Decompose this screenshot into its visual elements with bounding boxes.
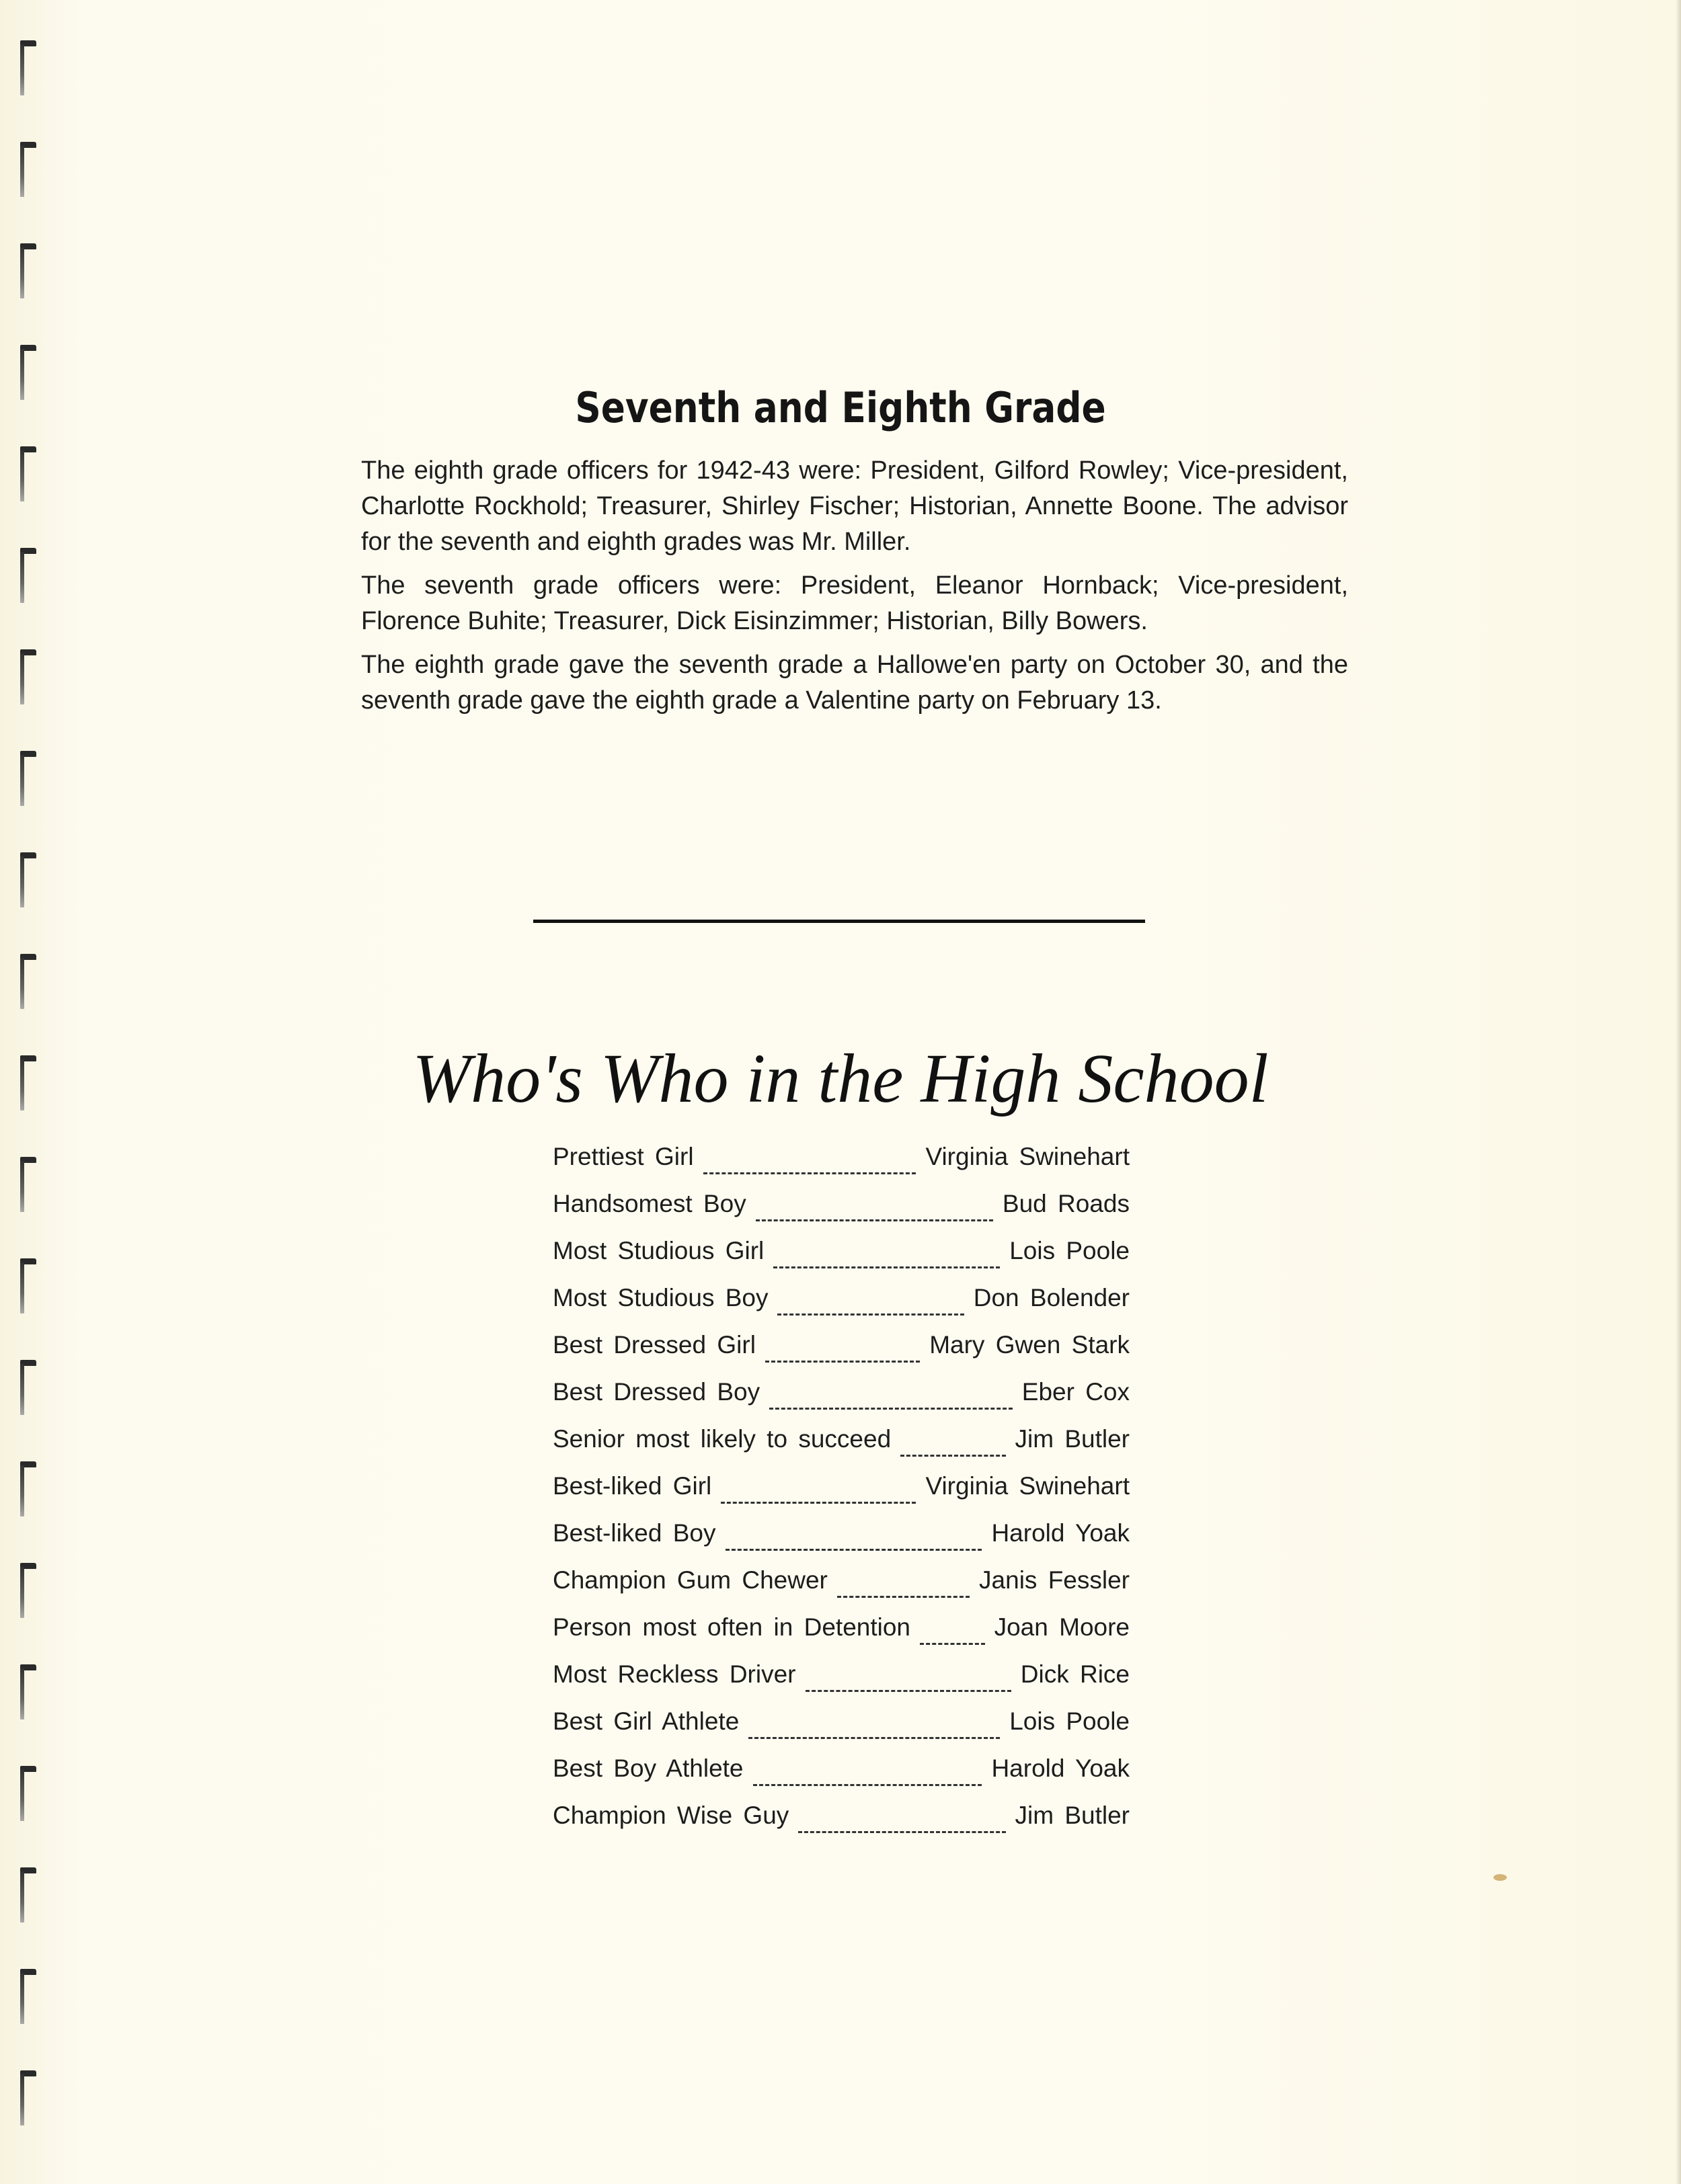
binding-hole-side xyxy=(20,856,24,907)
binding-hole xyxy=(20,548,39,605)
leader-dashes xyxy=(837,1595,970,1598)
award-label: Best Boy Athlete xyxy=(553,1754,744,1782)
binding-hole-side xyxy=(20,2074,24,2126)
award-winner: Virginia Swinehart xyxy=(925,1472,1130,1500)
binding-hole-side xyxy=(20,1871,24,1923)
binding-hole-side xyxy=(20,349,24,400)
award-winner: Don Bolender xyxy=(973,1284,1130,1311)
binding-hole-side xyxy=(20,247,24,298)
award-winner: Eber Cox xyxy=(1021,1378,1130,1406)
leader-dashes xyxy=(726,1548,982,1551)
binding-hole xyxy=(20,40,39,97)
binding-hole-side xyxy=(20,755,24,806)
leader-dashes xyxy=(748,1736,1000,1739)
award-label: Most Reckless Driver xyxy=(553,1660,796,1688)
award-winner: Jim Butler xyxy=(1015,1802,1130,1829)
list-item xyxy=(553,1707,1130,1754)
award-winner: Lois Poole xyxy=(1009,1237,1130,1264)
list-item xyxy=(553,1331,1130,1378)
award-label: Prettiest Girl xyxy=(553,1143,694,1170)
leader-dashes xyxy=(900,1454,1005,1457)
binding-hole xyxy=(20,954,39,1011)
list-item xyxy=(553,1566,1130,1613)
award-winner: Dick Rice xyxy=(1020,1660,1130,1688)
binding-hole xyxy=(20,243,39,300)
paper-stain xyxy=(1493,1874,1507,1881)
leader-dashes xyxy=(769,1407,1013,1410)
binding-hole-side xyxy=(20,146,24,197)
award-label: Best-liked Boy xyxy=(553,1519,716,1547)
binding-hole xyxy=(20,1461,39,1519)
list-item xyxy=(553,1802,1130,1849)
leader-dashes xyxy=(756,1219,993,1221)
binding-hole-side xyxy=(20,1973,24,2024)
list-item xyxy=(553,1425,1130,1472)
list-item xyxy=(553,1472,1130,1519)
award-winner: Harold Yoak xyxy=(991,1754,1130,1782)
list-item xyxy=(553,1660,1130,1707)
binding-hole xyxy=(20,1766,39,1823)
leader-dashes xyxy=(798,1830,1005,1833)
whos-who-list xyxy=(553,1143,1130,1849)
section-title-seventh-eighth-grade: Seventh and Eighth Grade xyxy=(575,383,1106,432)
award-label: Most Studious Girl xyxy=(553,1237,765,1264)
binding-hole-side xyxy=(20,1262,24,1313)
leader-dashes xyxy=(777,1313,964,1316)
binding-hole xyxy=(20,1563,39,1620)
binding-hole-side xyxy=(20,552,24,603)
list-item xyxy=(553,1190,1130,1237)
leader-dashes xyxy=(773,1266,1000,1268)
award-label: Champion Wise Guy xyxy=(553,1802,789,1829)
award-winner: Harold Yoak xyxy=(991,1519,1130,1547)
award-label: Champion Gum Chewer xyxy=(553,1566,828,1594)
binding-hole xyxy=(20,345,39,402)
leader-dashes xyxy=(765,1360,920,1363)
award-label: Best Girl Athlete xyxy=(553,1707,740,1735)
award-winner: Bud Roads xyxy=(1002,1190,1130,1217)
binding-hole xyxy=(20,1969,39,2026)
binding-hole xyxy=(20,2070,39,2128)
list-item xyxy=(553,1284,1130,1331)
award-winner: Janis Fessler xyxy=(979,1566,1130,1594)
award-winner: Jim Butler xyxy=(1015,1425,1130,1453)
award-winner: Mary Gwen Stark xyxy=(929,1331,1130,1359)
leader-dashes xyxy=(806,1689,1011,1692)
list-item xyxy=(553,1143,1130,1190)
paragraph-parties: The eighth grade gave the seventh grade a Hallowe'en party on October 30, and the seventh grade gave the eighth grade a Valentine party on February 13. xyxy=(361,651,1348,715)
binding-hole xyxy=(20,1258,39,1316)
binding-hole-side xyxy=(20,44,24,95)
award-winner: Joan Moore xyxy=(994,1613,1130,1641)
award-label: Best Dressed Boy xyxy=(553,1378,760,1406)
paragraph-eighth-grade-officers: The eighth grade officers for 1942-43 were: President, Gilford Rowley; Vice-president, Charlotte Rockhold; Treasurer, Shirley Fischer; Historian, Annette Boone. The advisor for the seventh and eighth grades was Mr. Miller. xyxy=(361,456,1348,556)
leader-dashes xyxy=(920,1642,985,1645)
binding-hole-side xyxy=(20,1668,24,1720)
award-winner: Lois Poole xyxy=(1009,1707,1130,1735)
binding-hole-side xyxy=(20,958,24,1009)
list-item xyxy=(553,1519,1130,1566)
binding-hole xyxy=(20,1157,39,1214)
section-title-whos-who: Who's Who in the High School xyxy=(412,1040,1269,1117)
binding-hole-side xyxy=(20,653,24,704)
award-label: Handsomest Boy xyxy=(553,1190,746,1217)
award-label: Person most often in Detention xyxy=(553,1613,911,1641)
binding-hole xyxy=(20,852,39,909)
award-winner: Virginia Swinehart xyxy=(925,1143,1130,1170)
binding-hole xyxy=(20,142,39,199)
leader-dashes xyxy=(721,1501,916,1504)
leader-dashes xyxy=(753,1783,982,1786)
list-item xyxy=(553,1237,1130,1284)
binding-hole xyxy=(20,446,39,503)
award-label: Best Dressed Girl xyxy=(553,1331,756,1359)
binding-hole-side xyxy=(20,1161,24,1212)
paragraph-seventh-grade-officers: The seventh grade officers were: President, Eleanor Hornback; Vice-president, Florence Buhite; Treasurer, Dick Eisinzimmer; Historian, Billy Bowers. xyxy=(361,571,1348,635)
award-label: Senior most likely to succeed xyxy=(553,1425,892,1453)
binding-hole-side xyxy=(20,1465,24,1516)
binding-hole xyxy=(20,1664,39,1722)
binding-hole-side xyxy=(20,1770,24,1821)
list-item xyxy=(553,1613,1130,1660)
award-label: Most Studious Boy xyxy=(553,1284,769,1311)
section-body xyxy=(361,453,1348,727)
section-divider xyxy=(533,920,1145,923)
binding-hole-side xyxy=(20,1364,24,1415)
list-item xyxy=(553,1754,1130,1802)
binding-hole xyxy=(20,751,39,808)
binding-hole xyxy=(20,649,39,706)
binding-hole-side xyxy=(20,1567,24,1618)
binding-hole-side xyxy=(20,450,24,501)
binding-hole xyxy=(20,1867,39,1925)
list-item xyxy=(553,1378,1130,1425)
binding-hole xyxy=(20,1360,39,1417)
leader-dashes xyxy=(703,1172,916,1174)
award-label: Best-liked Girl xyxy=(553,1472,712,1500)
page-edge-shadow xyxy=(1676,0,1681,2184)
